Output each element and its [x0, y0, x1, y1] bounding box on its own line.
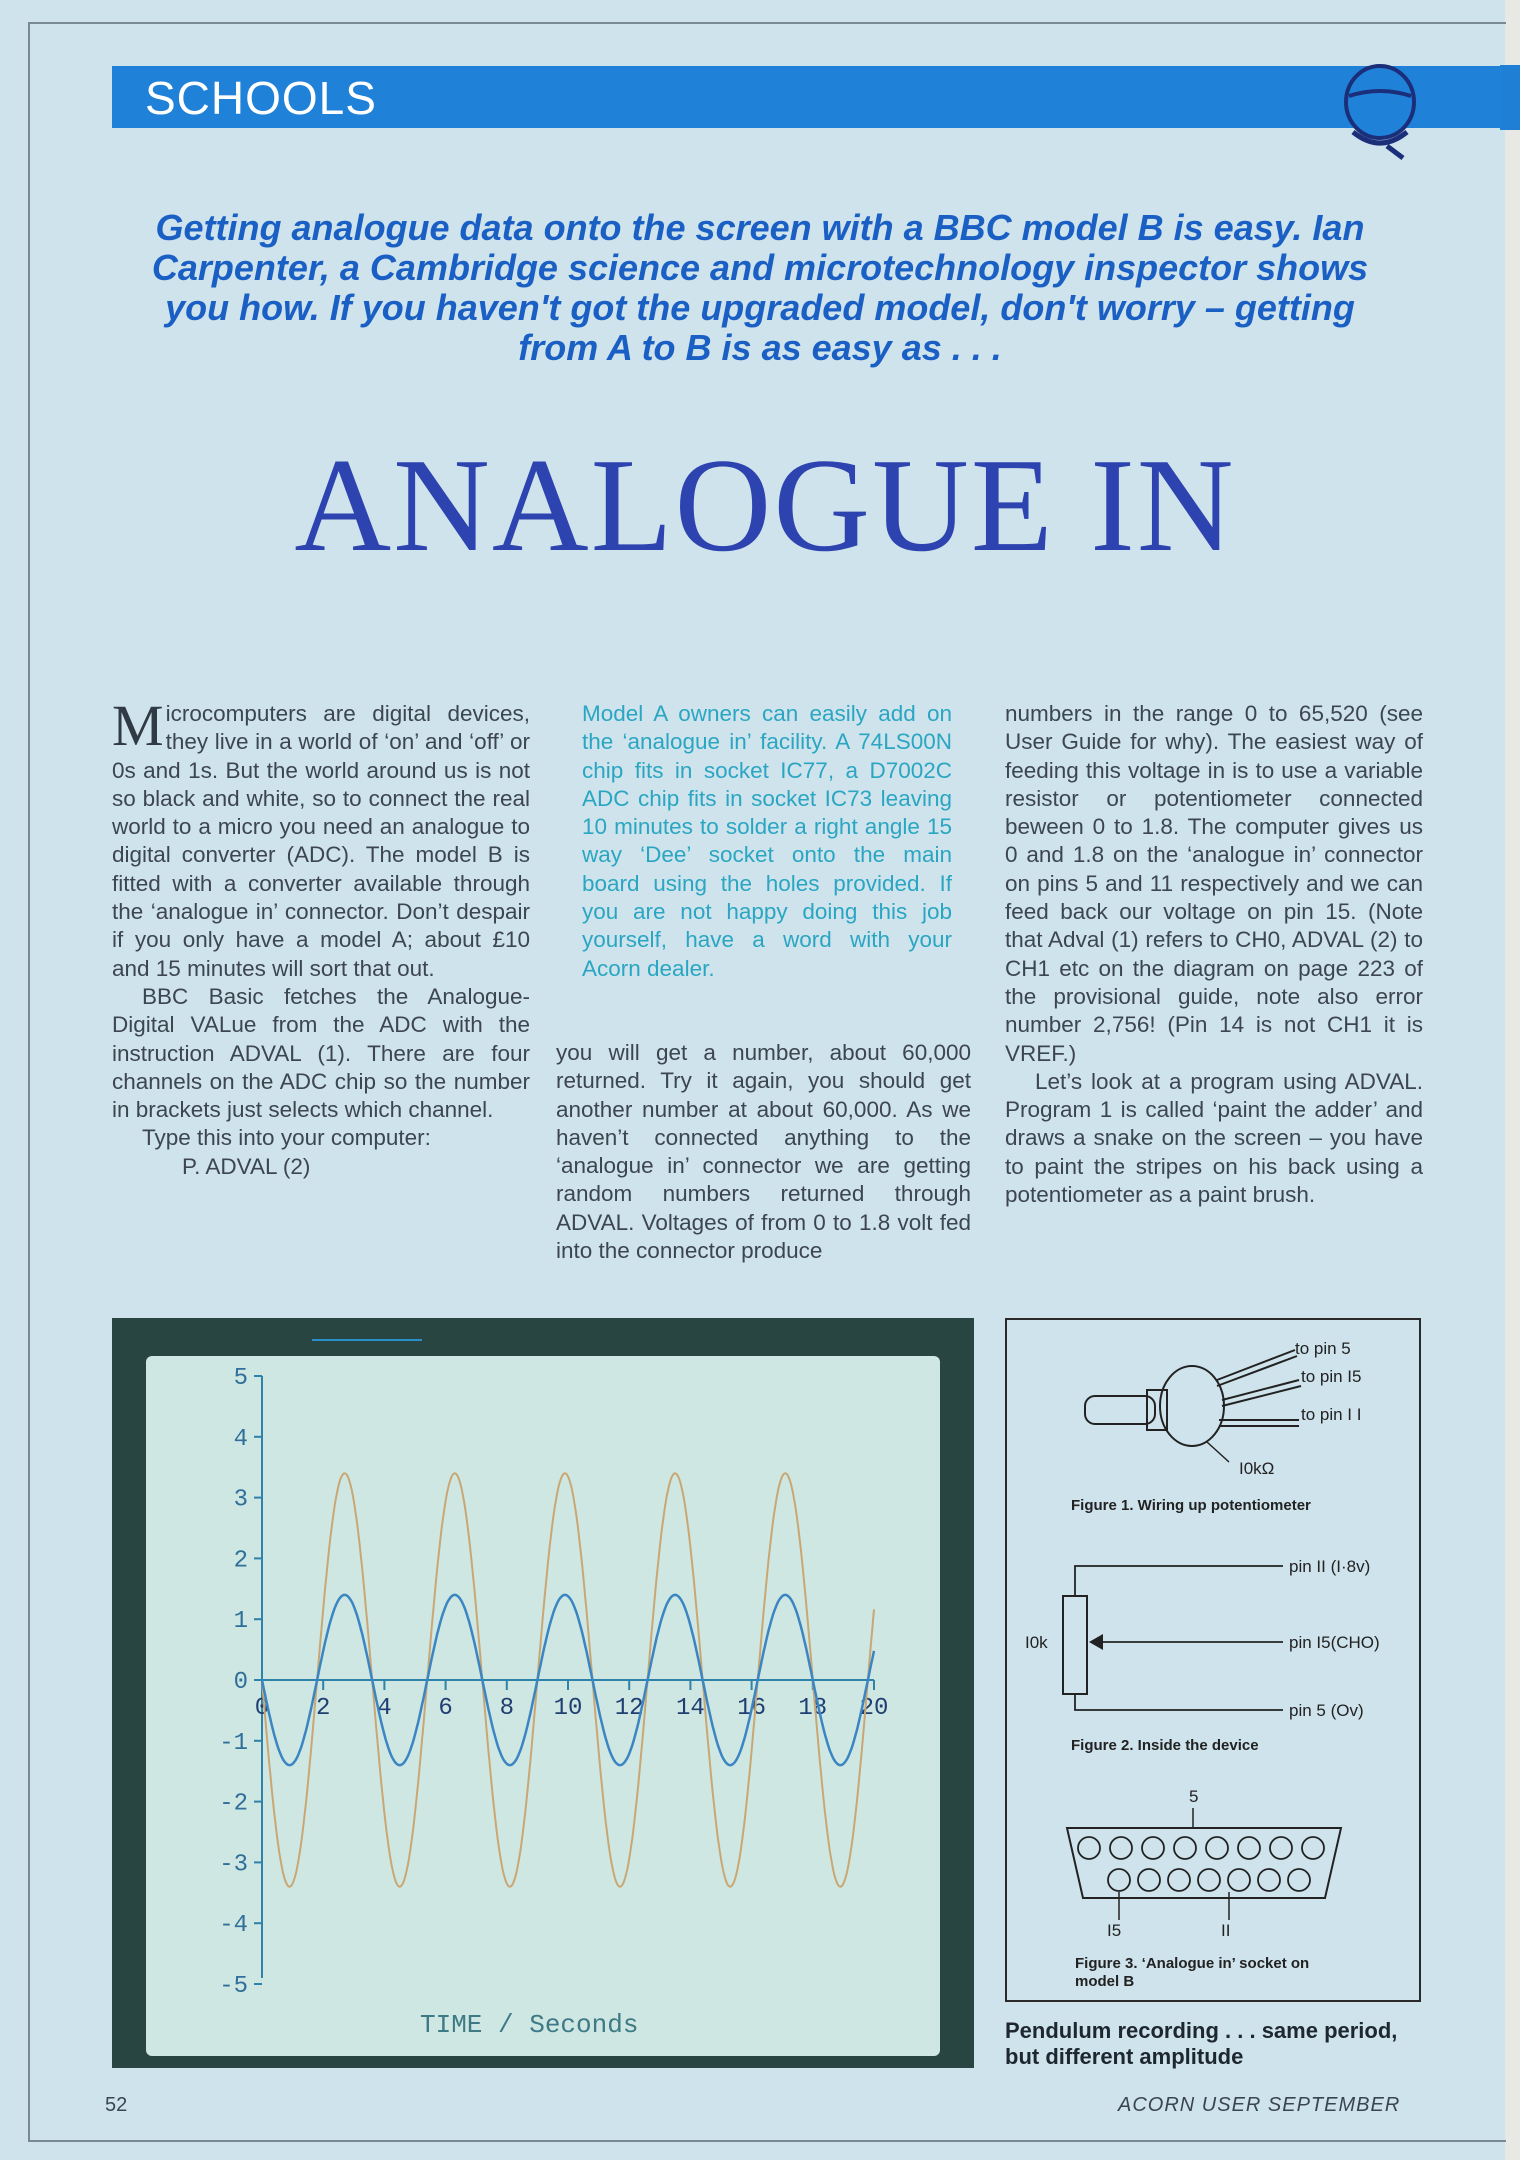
y-tick-label: 2: [233, 1547, 248, 1575]
y-tick-label: 4: [233, 1425, 248, 1453]
pot-shaft: [1085, 1396, 1155, 1424]
section-title: SCHOOLS: [145, 72, 377, 124]
figures-box: [1005, 1318, 1421, 2002]
pendulum-screen-photo: [112, 1318, 974, 2068]
fig2-label-bottom: pin 5 (Ov): [1289, 1701, 1364, 1720]
figure-1-potentiometer: [1071, 1339, 1362, 1514]
fig2-label-mid: pin I5(CHO): [1289, 1633, 1380, 1652]
figure-2-caption: Figure 2. Inside the device: [1071, 1737, 1259, 1754]
x-tick-label: 18: [798, 1695, 828, 1722]
page-edge: [1505, 0, 1520, 2160]
x-tick-label: 20: [859, 1695, 889, 1722]
socket-pin: [1206, 1837, 1228, 1859]
fig3-label-pin5: 5: [1189, 1787, 1199, 1806]
frame-rule-top: [28, 22, 1506, 24]
column-2: you will get a number, about 60,000 returned. Try it again, you should get another number at about 60,000. As we haven’t connected anything to the ‘analogue in’ connector we are getting random numbers returned through ADVAL. Voltages of from 0 to 1.8 volt fed into the connector produce: [556, 1040, 971, 1264]
figure-3-socket: [1067, 1787, 1341, 1990]
socket-pin: [1270, 1837, 1292, 1859]
model-a-sidebar: Model A owners can easily add on the ‘analogue in’ facility. A 74LS00N chip fits in socket IC77, a D7002C ADC chip fits in socket IC73 leaving 10 minutes to solder a right angle 15 way ‘Dee’ socket onto the main board using the holes provided. If you are not happy doing this job yourself, have a word with your Acorn dealer.: [582, 701, 952, 981]
socket-pin: [1138, 1869, 1160, 1891]
y-tick-label: -2: [219, 1790, 248, 1818]
socket-pin: [1174, 1837, 1196, 1859]
socket-pin: [1198, 1869, 1220, 1891]
x-tick-label: 6: [438, 1695, 453, 1722]
fig1-label-pin15: to pin I5: [1301, 1367, 1362, 1386]
x-tick-label: 10: [553, 1695, 583, 1722]
col1-paragraph-3: Type this into your computer:: [142, 1125, 431, 1151]
acorn-logo-icon: [1335, 58, 1425, 168]
y-tick-label: -3: [219, 1851, 248, 1879]
col1-paragraph-1: Microcomputers are digital devices, they live in a world of ‘on’ and ‘off’ or 0s and 1s. But the world around us is not so black and white, so to connect the real world to a micro you need an analogue to digital converter (ADC). The model B is fitted with a converter available through the ‘analogue in’ connector. Don’t despair if you only have a model A; about £10 and 15 minutes will sort that out.: [112, 693, 530, 981]
page-number: 52: [105, 2094, 128, 2116]
standfirst: Getting analogue data onto the screen with a BBC model B is easy. Ian Carpenter, a Cambridge science and microtechnology inspector shows you how. If you haven't got the upgraded model, don't worry – getting from A to B is as easy as . . .: [151, 207, 1369, 368]
figure-2-circuit: [1025, 1557, 1380, 1754]
x-tick-label: 14: [675, 1695, 705, 1722]
frame-rule-left: [28, 22, 30, 2142]
fig1-label-pin11: to pin I I: [1301, 1405, 1362, 1424]
d-socket-shell: [1067, 1828, 1341, 1898]
x-tick-label: 16: [737, 1695, 767, 1722]
wiper-arrow-icon: [1089, 1634, 1103, 1650]
socket-pin: [1288, 1869, 1310, 1891]
x-tick-label: 4: [377, 1695, 392, 1722]
y-tick-label: 5: [233, 1365, 248, 1392]
socket-pin: [1078, 1837, 1100, 1859]
headline: ANALOGUE IN: [294, 431, 1236, 579]
y-tick-label: 0: [233, 1669, 248, 1696]
pot-body: [1160, 1366, 1224, 1446]
socket-pin: [1142, 1837, 1164, 1859]
figure-1-caption: Figure 1. Wiring up potentiometer: [1071, 1497, 1311, 1514]
col3-paragraph-1: numbers in the range 0 to 65,520 (see User Guide for why). The easiest way of feeding this voltage in is to use a variable resistor or potentiometer connected beween 0 to 1.8. The computer gives us 0 and 1.8 on the ‘analogue in’ connector on pins 5 and 11 respectively and we can feed back our voltage on pin 15. (Note that Adval (1) refers to CH0, ADVAL (2) to CH1 etc on the diagram on page 223 of the provisional guide, note also error number 2,756! (Pin 14 is not CH1 it is VREF.): [1005, 701, 1423, 1066]
socket-pin: [1238, 1837, 1260, 1859]
socket-pin: [1258, 1869, 1280, 1891]
socket-pins-bottom: [1108, 1869, 1310, 1891]
fig2-label-top: pin II (I·8v): [1289, 1557, 1371, 1576]
socket-pin: [1302, 1837, 1324, 1859]
col1-command: P. ADVAL (2): [182, 1153, 311, 1179]
y-tick-label: 1: [233, 1608, 248, 1636]
y-tick-label: -5: [219, 1973, 248, 2000]
figure-3-caption-line2: model B: [1075, 1973, 1135, 1990]
socket-pin: [1108, 1869, 1130, 1891]
drop-cap: M: [112, 693, 164, 758]
figures-svg: [1007, 1320, 1419, 2000]
x-tick-label: 0: [254, 1695, 270, 1722]
fig3-label-pin15: I5: [1107, 1921, 1122, 1940]
fig1-label-pin5: to pin 5: [1295, 1339, 1351, 1358]
footer-magazine: ACORN USER SEPTEMBER: [1118, 2094, 1401, 2116]
resistor-symbol: [1063, 1596, 1087, 1694]
frame-rule-bottom: [28, 2140, 1506, 2142]
next-page-strip: [1500, 65, 1520, 130]
figure-3-caption-line1: Figure 3. ‘Analogue in’ socket on: [1075, 1955, 1310, 1972]
x-axis-title: TIME / Seconds: [420, 2010, 639, 2040]
photo-caption: Pendulum recording . . . same period, but different amplitude: [1005, 2018, 1398, 2069]
x-tick-label: 2: [315, 1695, 331, 1722]
y-tick-label: -4: [219, 1912, 248, 1940]
col3-paragraph-2: Let’s look at a program using ADVAL. Program 1 is called ‘paint the adder’ and draws a snake on the screen – you have to paint the stripes on his back using a potentiometer as a paint brush.: [1005, 1068, 1423, 1208]
y-tick-label: 3: [233, 1486, 248, 1514]
column-3: [1005, 700, 1423, 1209]
fig2-label-resistor: I0k: [1025, 1633, 1048, 1652]
y-tick-label: -1: [219, 1729, 248, 1757]
socket-pin: [1110, 1837, 1132, 1859]
col1-paragraph-2: BBC Basic fetches the Analogue-Digital VALue from the ADC with the instruction ADVAL (1). There are four channels on the ADC chip so the number in brackets just selects which channel.: [112, 983, 530, 1123]
column-1: [112, 693, 530, 1181]
fig3-label-pin11: II: [1221, 1921, 1231, 1940]
x-tick-label: 8: [499, 1695, 515, 1722]
socket-pins-top: [1078, 1837, 1324, 1859]
x-tick-label: 12: [614, 1695, 644, 1722]
fig1-label-resistor: I0kΩ: [1239, 1459, 1275, 1478]
socket-pin: [1168, 1869, 1190, 1891]
socket-pin: [1228, 1869, 1250, 1891]
